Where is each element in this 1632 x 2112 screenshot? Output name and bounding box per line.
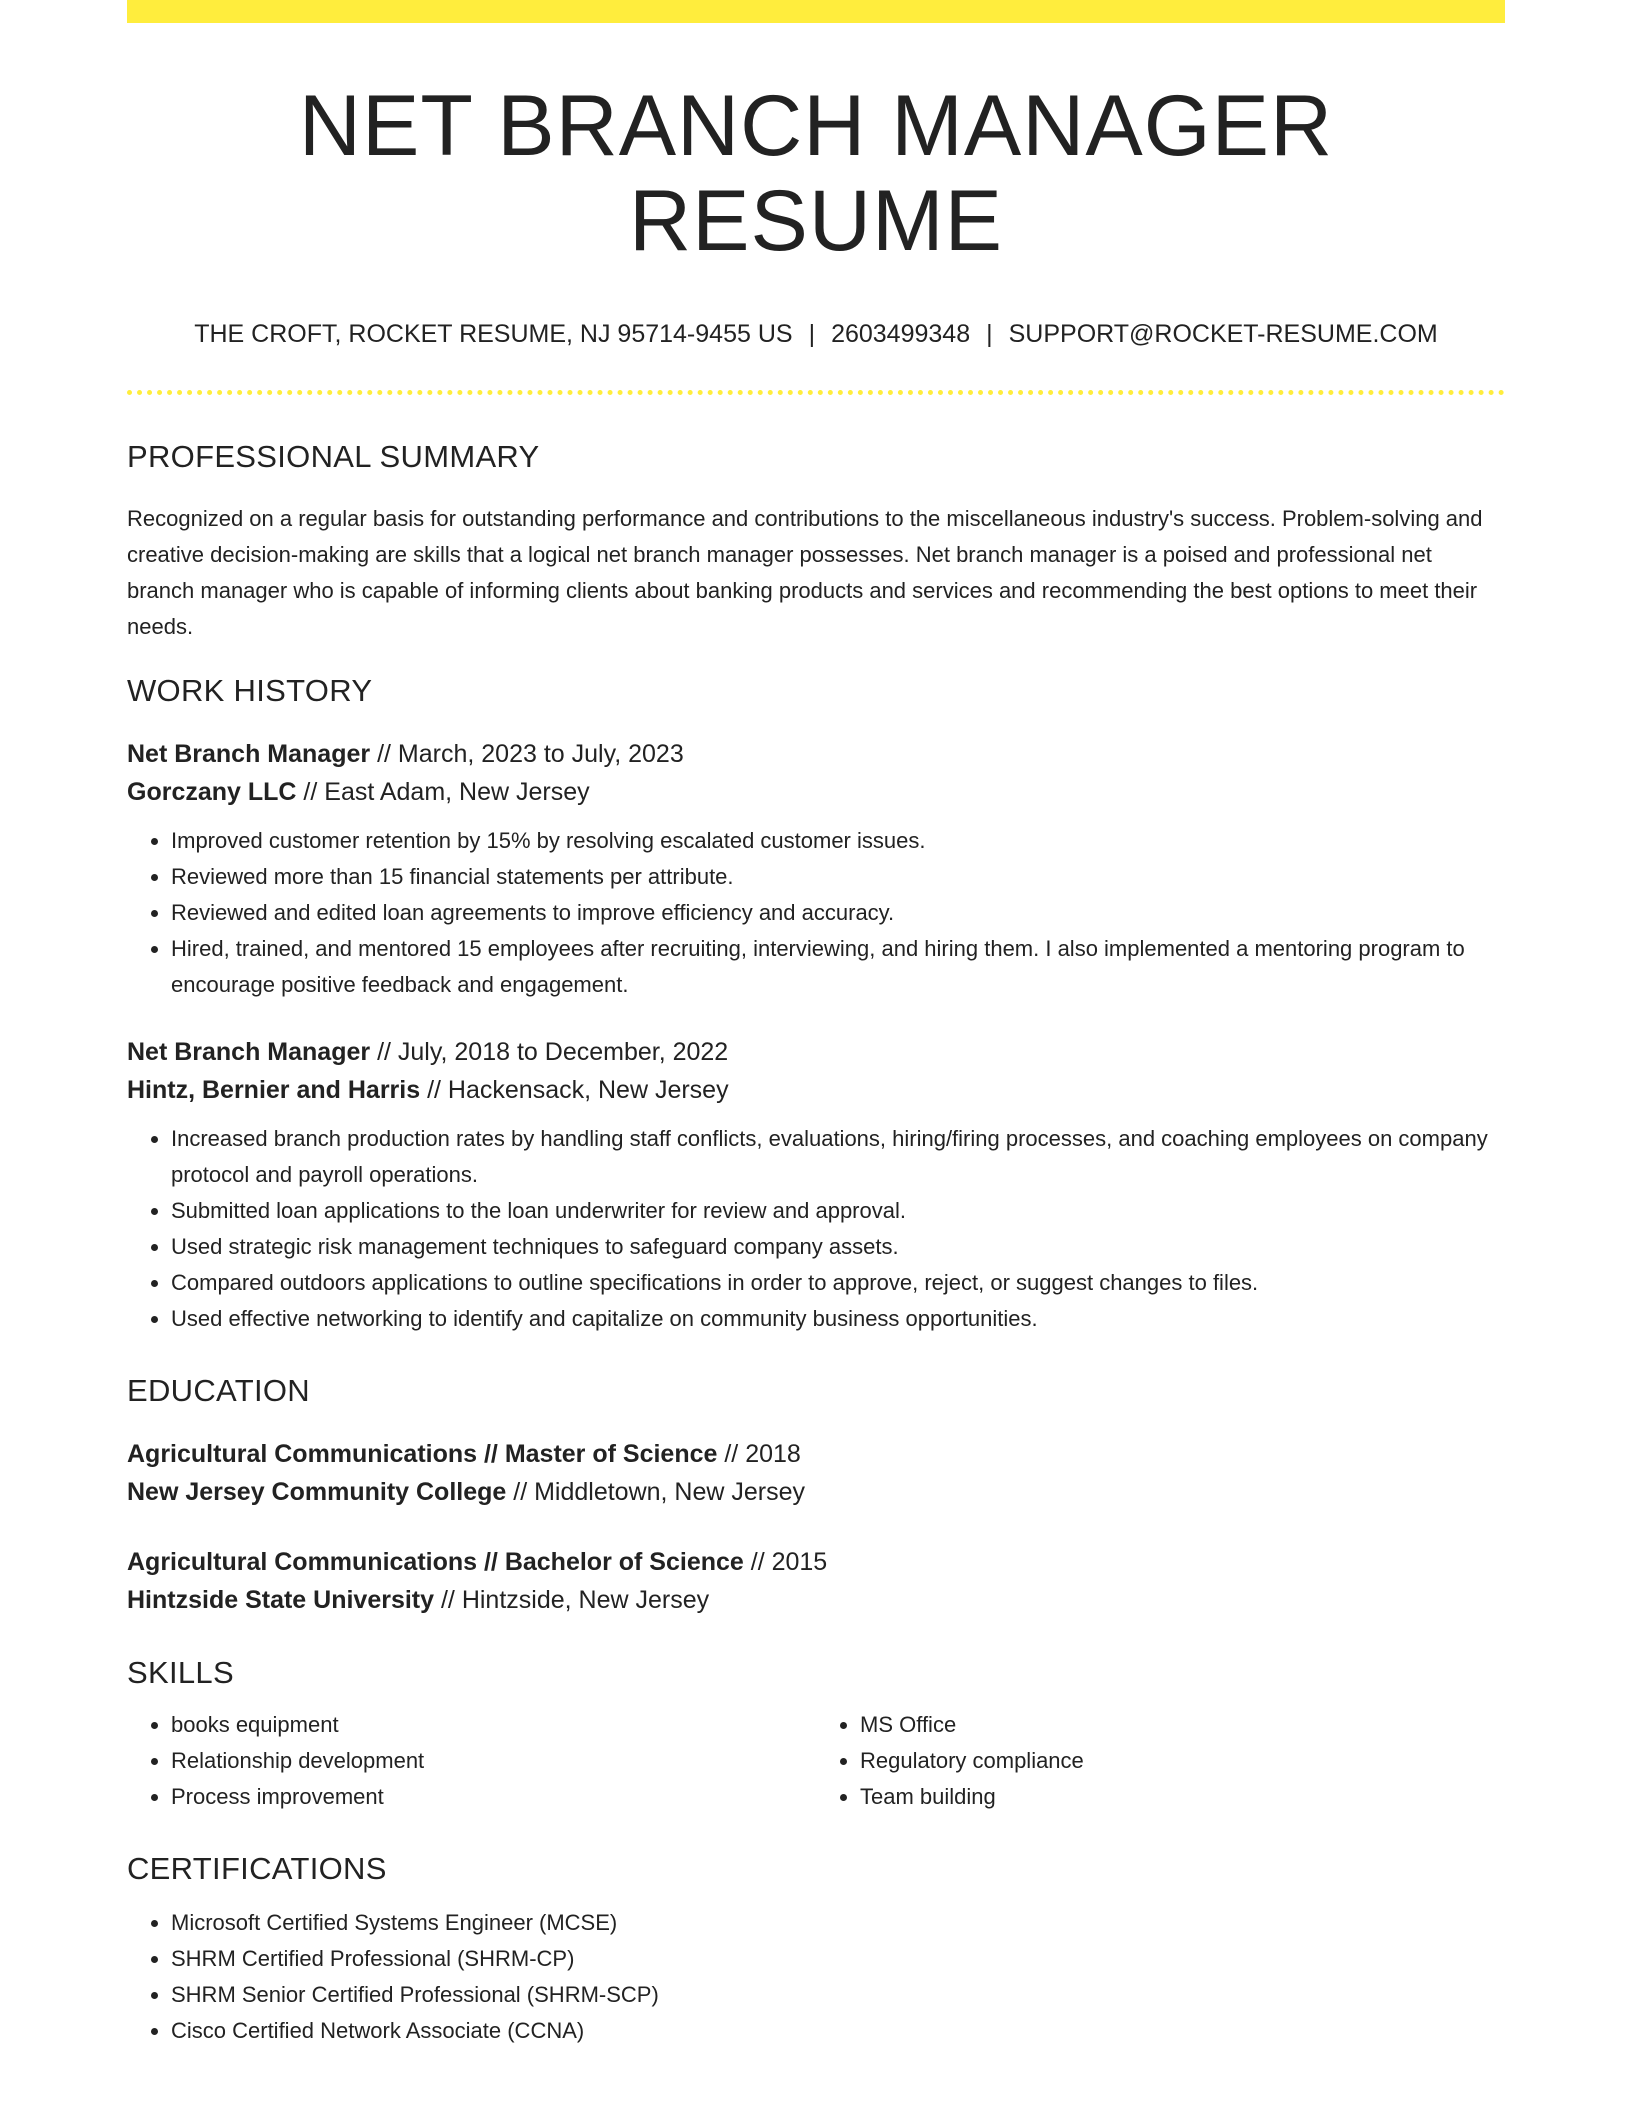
education-degree-line [127,1543,1505,1581]
education-school: New Jersey Community College [127,1478,507,1507]
job-role: Net Branch Manager [127,740,371,769]
job-company: Gorczany LLC [127,778,297,807]
list-item: • SHRM Senior Certified Professional (SHRM-SCP) [171,1977,1505,2013]
list-item: • Reviewed more than 15 financial statements per attribute. [171,859,1505,895]
list-item: • Process improvement [171,1779,816,1815]
contact-address: THE CROFT, ROCKET RESUME, NJ 95714-9455 US [194,320,793,349]
top-accent-bar [127,0,1505,23]
education-heading: EDUCATION [127,1373,310,1409]
skills-grid [127,1707,1505,1815]
education-degree: Agricultural Communications // Master of Science [127,1440,718,1469]
list-item: • Cisco Certified Network Associate (CCNA) [171,2013,1505,2049]
education-location: // Middletown, New Jersey [506,1478,806,1507]
list-item: • Microsoft Certified Systems Engineer (MCSE) [171,1905,1505,1941]
list-item: • SHRM Certified Professional (SHRM-CP) [171,1941,1505,1977]
job-company-line [127,1071,1505,1109]
list-item: • Improved customer retention by 15% by resolving escalated customer issues. [171,823,1505,859]
contact-phone: 2603499348 [831,320,971,349]
work-history-heading: WORK HISTORY [127,673,373,709]
resume-title: NET BRANCH MANAGER RESUME [298,78,1334,269]
contact-separator: | [808,320,816,349]
list-item: • Relationship development [171,1743,816,1779]
list-item: • Compared outdoors applications to outline specifications in order to approve, reject, or suggest changes to files. [171,1265,1505,1301]
summary-heading: PROFESSIONAL SUMMARY [127,439,540,475]
education-year: // 2015 [743,1548,828,1577]
list-item: • Submitted loan applications to the loan underwriter for review and approval. [171,1193,1505,1229]
education-entry [127,1543,1505,1619]
job-role: Net Branch Manager [127,1038,371,1067]
list-item: • Hired, trained, and mentored 15 employees after recruiting, interviewing, and hiring them. I also implemented a mentoring program to encourage positive feedback and engagement. [171,931,1505,1003]
certifications-list [127,1905,1505,2049]
summary-text: Recognized on a regular basis for outstanding performance and contributions to the miscellaneous industry's success. Problem-solving and creative decision-making are skills that a logical net branch manager possesses. Net branch manager is a poised and professional net branch manager who is capable of informing clients about banking products and services and recommending the best options to meet their needs. [127,506,1483,640]
job-company-line [127,773,1505,811]
contact-line [127,320,1505,349]
job-company: Hintz, Bernier and Harris [127,1076,421,1105]
list-item: • Reviewed and edited loan agreements to improve efficiency and accuracy. [171,895,1505,931]
job-location: // East Adam, New Jersey [296,778,590,807]
list-item: • Regulatory compliance [860,1743,1505,1779]
education-location: // Hintzside, New Jersey [434,1586,710,1615]
job-entry [127,735,1505,1003]
skills-column-left [127,1707,816,1815]
education-degree-line [127,1435,1505,1473]
list-item: • Used effective networking to identify and capitalize on community business opportunities. [171,1301,1505,1337]
education-school: Hintzside State University [127,1586,435,1615]
education-entry [127,1435,1505,1511]
list-item: • MS Office [860,1707,1505,1743]
job-dates: // March, 2023 to July, 2023 [370,740,684,769]
list-item: • books equipment [171,1707,816,1743]
job-title-line [127,735,1505,773]
education-school-line [127,1473,1505,1511]
job-dates: // July, 2018 to December, 2022 [370,1038,729,1067]
job-title-line [127,1033,1505,1071]
dotted-divider [127,390,1505,395]
education-school-line [127,1581,1505,1619]
list-item: • Used strategic risk management techniques to safeguard company assets. [171,1229,1505,1265]
skills-heading: SKILLS [127,1655,234,1691]
education-year: // 2018 [717,1440,801,1469]
job-entry [127,1033,1505,1337]
list-item: • Increased branch production rates by handling staff conflicts, evaluations, hiring/firing processes, and coaching employees on company protocol and payroll operations. [171,1121,1505,1193]
contact-email: SUPPORT@ROCKET-RESUME.COM [1008,320,1438,349]
contact-separator: | [986,320,993,349]
job-location: // Hackensack, New Jersey [420,1076,729,1105]
skills-column-right [816,1707,1505,1815]
job-bullets [127,823,1505,1003]
list-item: • Team building [860,1779,1505,1815]
job-bullets [127,1121,1505,1337]
resume-page [127,0,1505,2049]
certifications-heading: CERTIFICATIONS [127,1851,387,1887]
education-degree: Agricultural Communications // Bachelor of Science [127,1548,744,1577]
